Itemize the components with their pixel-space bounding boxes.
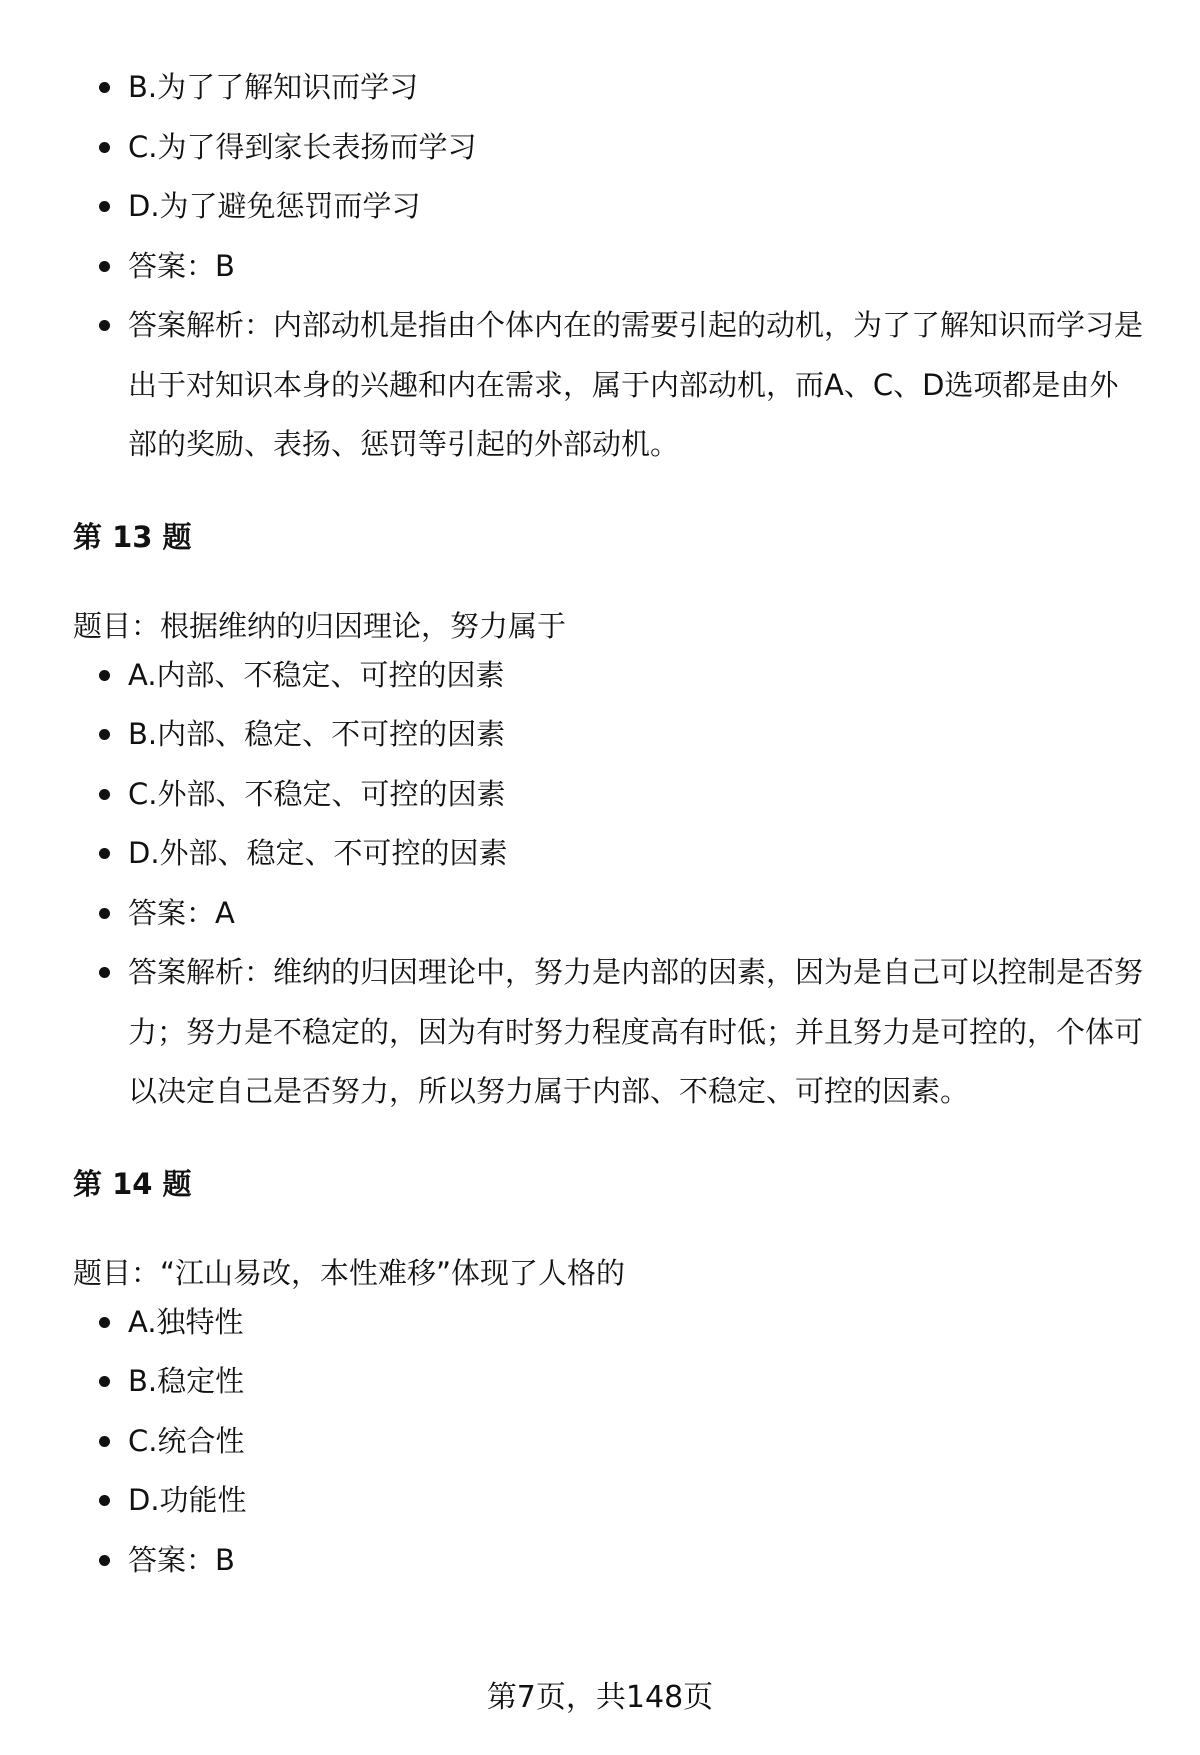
q14-option-c: C.统合性 <box>73 1412 1143 1472</box>
page-number-footer: 第7页，共148页 <box>486 1680 714 1715</box>
q12-option-d: D.为了避免惩罚而学习 <box>73 177 1143 237</box>
q14-option-b: B.稳定性 <box>73 1352 1143 1412</box>
q14-answer: 答案：B <box>73 1531 1143 1591</box>
q13-title: 第 13 题 <box>73 519 192 554</box>
q12-analysis: 答案解析：内部动机是指由个体内在的需要引起的动机，为了了解知识而学习是出于对知识本身的兴趣和内在需求，属于内部动机，而A、C、D选项都是由外部的奖励、表扬、惩罚等引起的外部动机。 <box>73 296 1143 475</box>
q13-option-list <box>73 646 1143 1122</box>
q12-option-list <box>73 58 1143 475</box>
q14-stem: 题目：“江山易改，本性难移”体现了人格的 <box>73 1255 626 1290</box>
q13-option-d: D.外部、稳定、不可控的因素 <box>73 824 1143 884</box>
q12-option-b: B.为了了解知识而学习 <box>73 58 1143 118</box>
q13-option-a: A.内部、不稳定、可控的因素 <box>73 646 1143 706</box>
q14-option-a: A.独特性 <box>73 1293 1143 1353</box>
q13-option-b: B.内部、稳定、不可控的因素 <box>73 705 1143 765</box>
q13-analysis: 答案解析：维纳的归因理论中，努力是内部的因素，因为是自己可以控制是否努力；努力是不稳定的，因为有时努力程度高有时低；并且努力是可控的，个体可以决定自己是否努力，所以努力属于内部、不稳定、可控的因素。 <box>73 943 1143 1122</box>
q12-option-c: C.为了得到家长表扬而学习 <box>73 118 1143 178</box>
q13-answer: 答案：A <box>73 884 1143 944</box>
q13-stem: 题目：根据维纳的归因理论，努力属于 <box>73 608 567 643</box>
q14-option-d: D.功能性 <box>73 1471 1143 1531</box>
page-content <box>73 58 1143 1590</box>
q13-option-c: C.外部、不稳定、可控的因素 <box>73 765 1143 825</box>
q14-option-list <box>73 1293 1143 1591</box>
q12-answer: 答案：B <box>73 237 1143 297</box>
q14-title: 第 14 题 <box>73 1166 192 1201</box>
